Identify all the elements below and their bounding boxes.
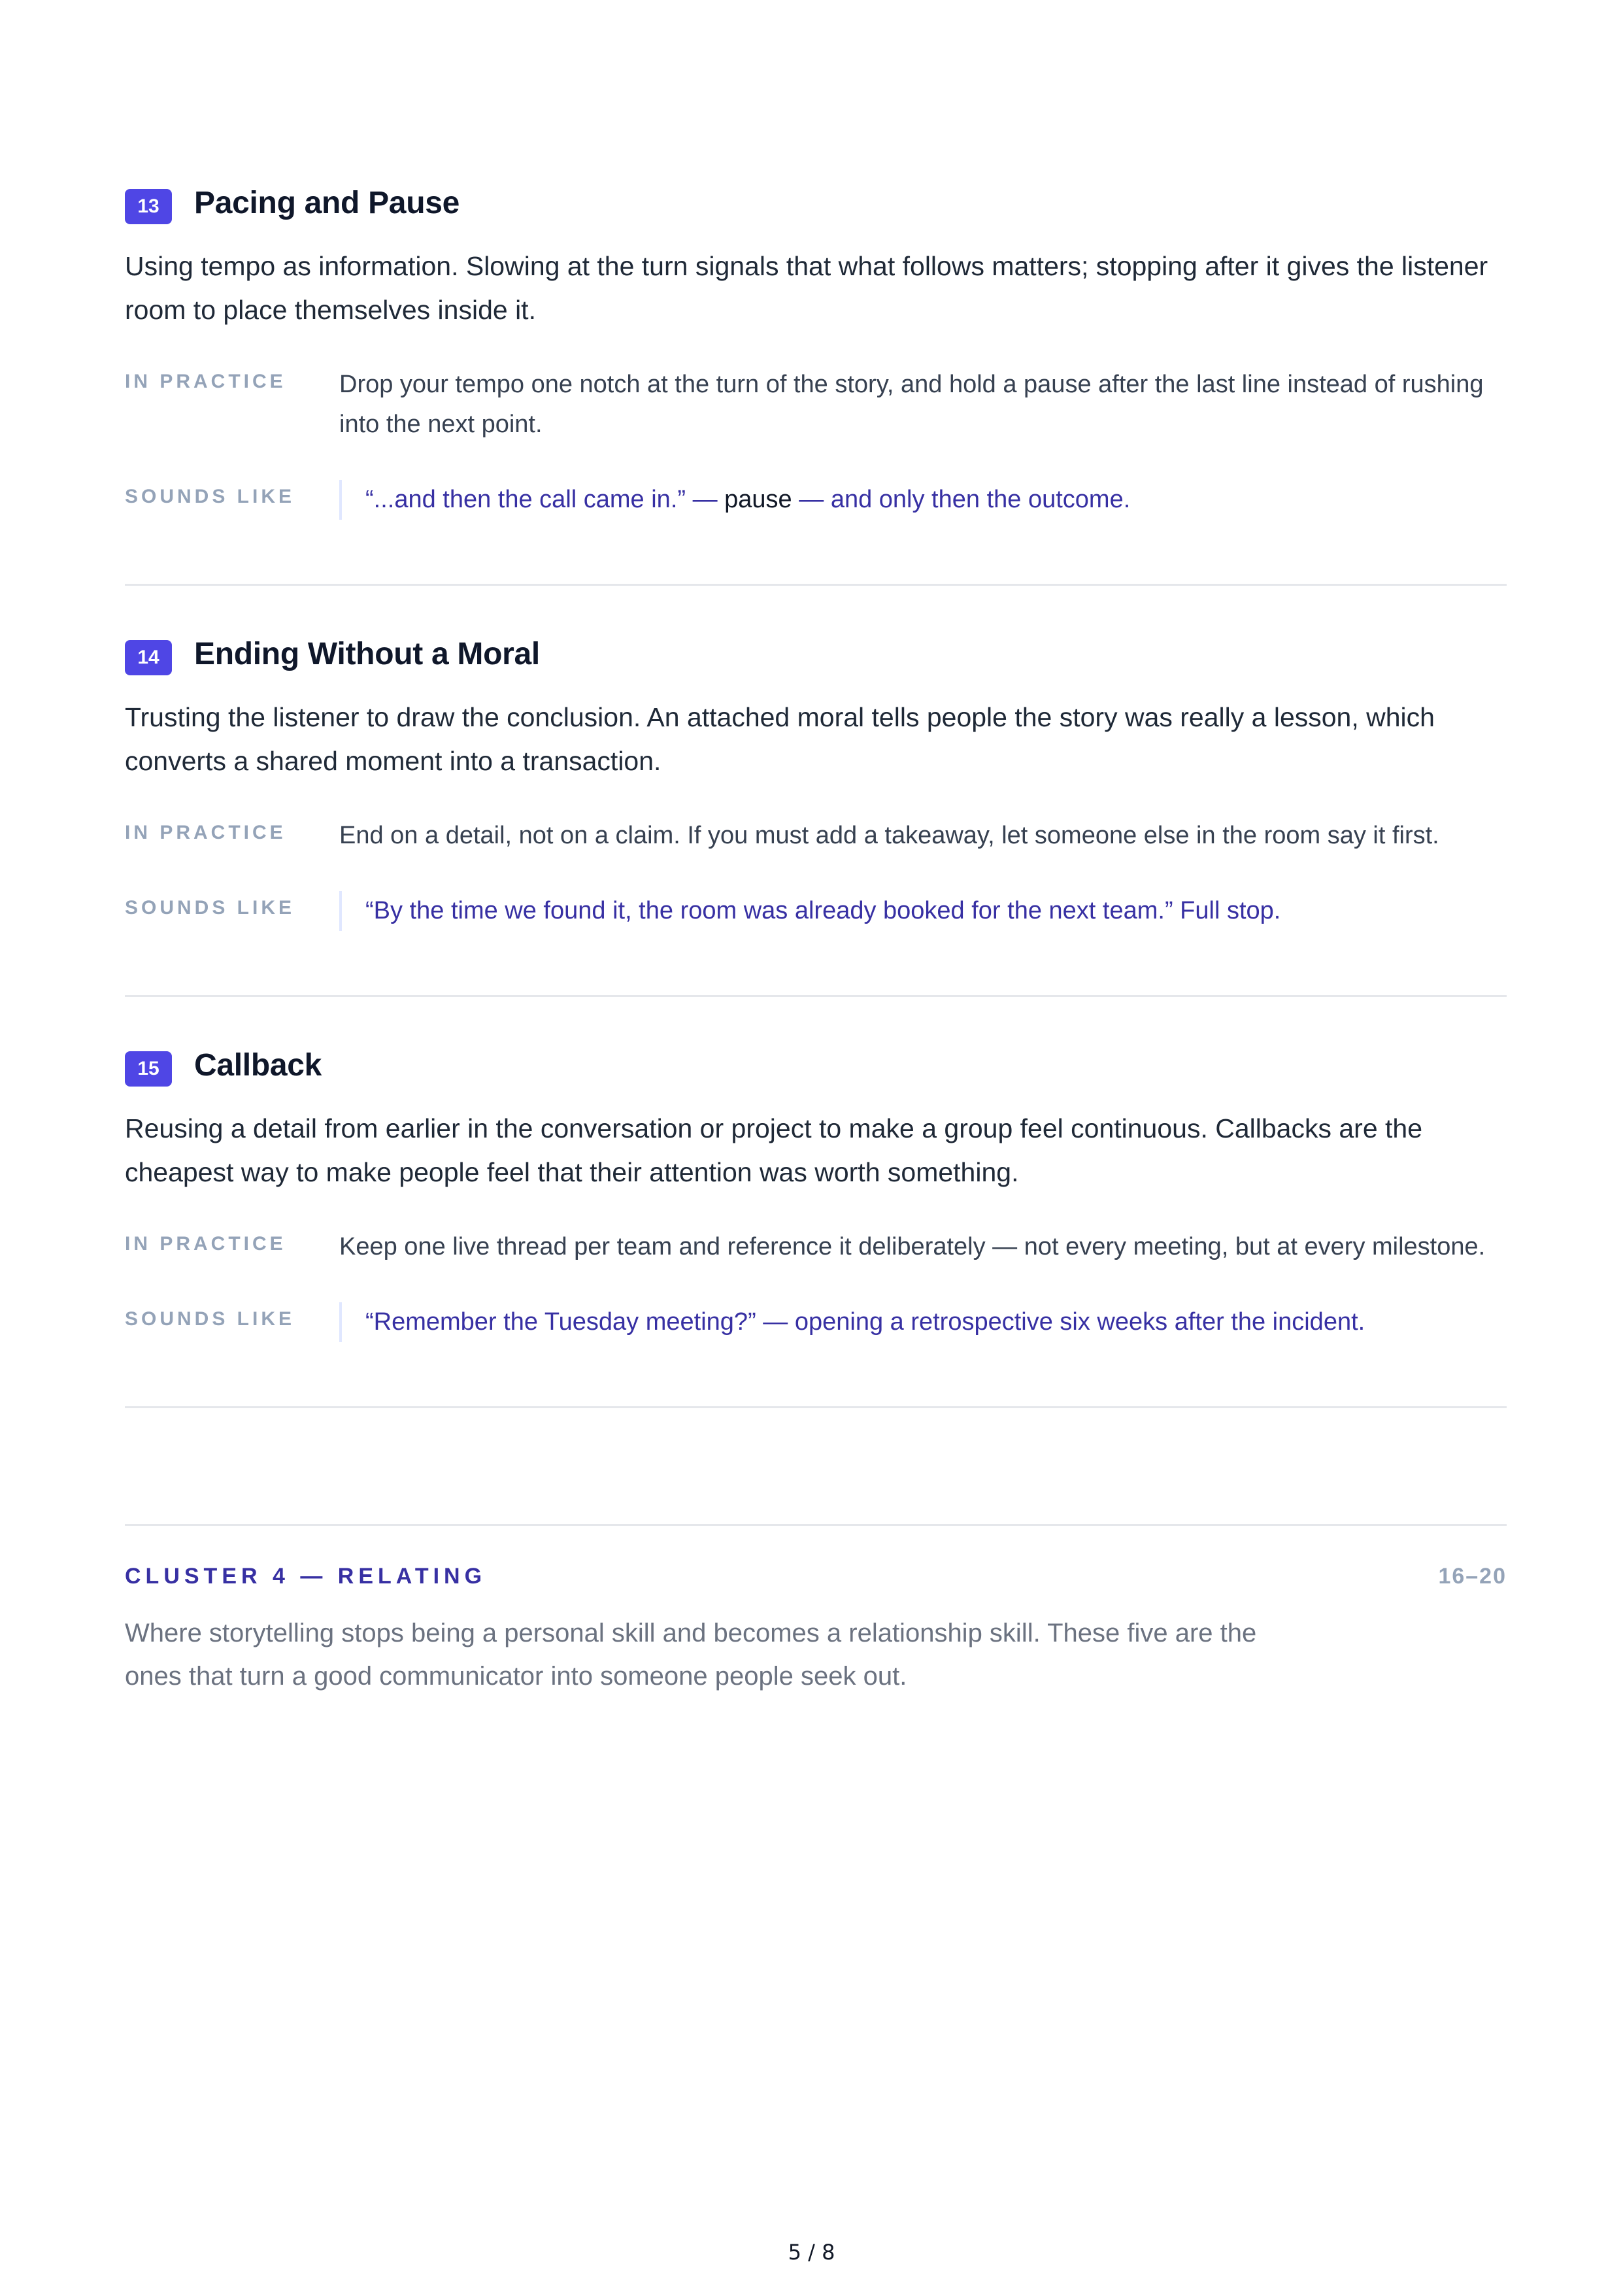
practice-text: Keep one live thread per team and reference it deliberately — not every meeting, but at every milestone. bbox=[339, 1233, 1486, 1260]
section-divider bbox=[125, 995, 1507, 997]
entry-description: Using tempo as information. Slowing at the turn signals that what follows matters; stopping after it gives the listener room to place themselves inside it. bbox=[125, 251, 1488, 325]
page-indicator: 5 / 8 bbox=[788, 2240, 835, 2265]
cluster-description: Where storytelling stops being a personal skill and becomes a relationship skill. These five are the ones that turn a good communicator into someone people seek out. bbox=[125, 1619, 1257, 1691]
sounds-like-quote bbox=[339, 480, 1507, 520]
sounds-like-quote: “By the time we found it, the room was already booked for the next team.” Full stop. bbox=[339, 891, 1507, 931]
practice-text: Drop your tempo one notch at the turn of the story, and hold a pause after the last line instead of rushing into the next point. bbox=[339, 371, 1484, 438]
practice-row bbox=[125, 1227, 1507, 1267]
sounds-like-row bbox=[125, 480, 1507, 520]
practice-label: IN PRACTICE bbox=[125, 1233, 286, 1255]
section-divider bbox=[125, 584, 1507, 586]
entry-title: Pacing and Pause bbox=[194, 185, 460, 220]
practice-text: End on a detail, not on a claim. If you must add a takeaway, let someone else in the room say it first. bbox=[339, 822, 1439, 849]
practice-label: IN PRACTICE bbox=[125, 822, 286, 843]
entry-header bbox=[125, 628, 1507, 680]
quote-pause-word: pause bbox=[724, 486, 792, 513]
page-content bbox=[125, 177, 1507, 1408]
sounds-like-quote: “Remember the Tuesday meeting?” — opening a retrospective six weeks after the incident. bbox=[339, 1302, 1507, 1342]
practice-row bbox=[125, 816, 1507, 856]
sounds-like-row bbox=[125, 1302, 1507, 1342]
cluster-intro bbox=[125, 1524, 1507, 1698]
entry-header bbox=[125, 1039, 1507, 1091]
sounds-like-label: SOUNDS LIKE bbox=[125, 1308, 295, 1330]
cluster-divider bbox=[125, 1524, 1507, 1526]
entry-title: Ending Without a Moral bbox=[194, 636, 540, 671]
entry-15 bbox=[125, 1039, 1507, 1342]
entry-header bbox=[125, 177, 1507, 229]
cluster-header bbox=[125, 1564, 1507, 1589]
quote-part-1: “...and then the call came in.” — bbox=[365, 486, 718, 513]
sounds-like-label: SOUNDS LIKE bbox=[125, 897, 295, 919]
sounds-like-label: SOUNDS LIKE bbox=[125, 486, 295, 507]
practice-row bbox=[125, 365, 1507, 445]
sounds-like-row bbox=[125, 891, 1507, 931]
entry-title: Callback bbox=[194, 1047, 322, 1083]
cluster-name: CLUSTER 4 — RELATING bbox=[125, 1564, 487, 1589]
cluster-range: 16–20 bbox=[1438, 1564, 1507, 1589]
entry-number-badge: 13 bbox=[125, 189, 172, 224]
quote-part-2: — and only then the outcome. bbox=[799, 486, 1131, 513]
entry-13 bbox=[125, 177, 1507, 520]
entry-description: Trusting the listener to draw the conclusion. An attached moral tells people the story was really a lesson, which converts a shared moment into a transaction. bbox=[125, 702, 1435, 776]
entry-number-badge: 14 bbox=[125, 640, 172, 675]
entry-number-badge: 15 bbox=[125, 1051, 172, 1087]
entry-description: Reusing a detail from earlier in the conversation or project to make a group feel continuous. Callbacks are the cheapest way to make people feel that their attention was worth something. bbox=[125, 1113, 1423, 1187]
entry-14 bbox=[125, 628, 1507, 931]
practice-label: IN PRACTICE bbox=[125, 371, 286, 392]
section-divider bbox=[125, 1406, 1507, 1408]
